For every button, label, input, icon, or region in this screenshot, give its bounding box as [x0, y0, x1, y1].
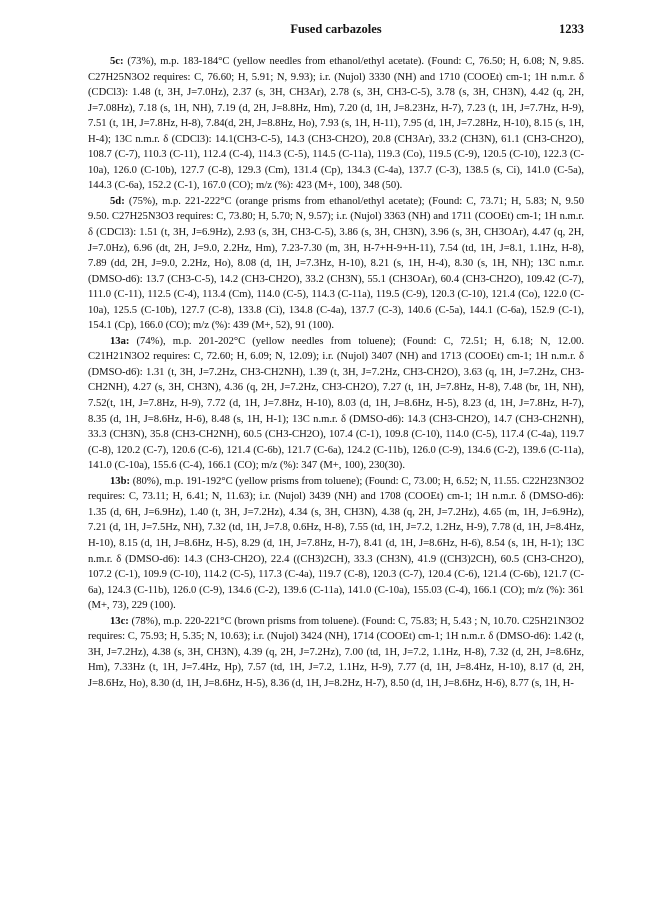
compound-id: 13a: — [110, 335, 130, 347]
entry-text: (75%), m.p. 221-222°C (orange prisms from ethanol/ethyl acetate); (Found: C, 73.71; H, 5.83; N, 9.50 9.50. C27H25N3O3 requires: C, 73.80; H, 5.70; N, 9.57); i.r. (Nujol) 3363 (NH) and 1711 (COOEt) cm-1; 1H n.m.r. δ (CDCl3): 1.51 (t, 3H, J=6.9Hz), 2.93 (s, 3H, CH3-C-5), 3.86 (s, 3H, CH3N), 3.96 (s, 3H, CH3OAr), 4.47 (q, 2H, J=7.0Hz), 6.96 (dt, 2H, J=9.0, 2.2Hz, Hm), 7.23-7.30 (m, 3H, H-7+H-9+H-11), 7.54 (td, 1H, J=8.1, 1.1Hz, H-8), 7.89 (dd, 2H, J=9.0, 2.2Hz, Ho), 8.08 (d, 1H, J=7.3Hz, H-10), 8.21 (s, 1H, H-4), 8.30 (s, 1H, NH); 13C n.m.r. (DMSO-d6): 13.7 (CH3-C-5), 14.2 (CH3-CH2O), 33.2 (CH3N), 55.1 (CH3OAr), 60.4 (CH3-CH2O), 109.42 (C-7), 111.0 (C-11), 112.5 (C-4), 113.4 (Cm), 114.0 (C-5), 114.3 (C-11a), 119.5 (C-9), 120.3 (C-10), 121.4 (Co), 122.0 (C-10a), 125.5 (C-10b), 127.7 (C-8), 133.8 (Ci), 134.8 (C-4a), 137.7 (C-3), 140.6 (C-5a), 144.1 (C-6a), 152.9 (C-1), 154.1 (Cp), 166.0 (CO); m/z (%): 439 (M+, 52), 91 (100). — [88, 195, 584, 332]
compound-id: 5d: — [110, 195, 125, 207]
entry-5d — [88, 194, 584, 334]
entry-text: (80%), m.p. 191-192°C (yellow prisms from toluene); (Found: C, 73.00; H, 6.52; N, 11.55. C22H23N3O2 requires: C, 73.11; H, 6.41; N, 11.63); i.r. (Nujol) 3439 (NH) and 1708 (COOEt) cm-1; 1H n.m.r. δ (DMSO-d6): 1.35 (d, 6H, J=6.9Hz), 1.40 (t, 3H, J=7.2Hz), 4.34 (s, 3H, CH3N), 4.38 (q, 2H, J=7.2Hz), 4.65 (m, 1H, J=6.9Hz), 7.21 (d, 1H, J=7.5Hz, NH), 7.32 (td, 1H, J=7.8, 0.6Hz, H-8), 7.55 (td, 1H, J=7.2, 1.2Hz, H-9), 7.78 (d, 1H, J=8.4Hz, H-10), 8.15 (d, 1H, J=8.6Hz, H-5), 8.29 (d, 1H, J=7.8Hz, H-7), 8.41 (d, 1H, J=8.6Hz, H-6), 8.54 (s, 1H, H-1); 13C n.m.r. δ (DMSO-d6): 14.3 (CH3-CH2O), 22.4 ((CH3)2CH), 33.3 (CH3N), 41.9 ((CH3)2CH), 60.5 (CH3-CH2O), 107.2 (C-1), 109.9 (C-10), 114.2 (C-5), 117.3 (C-4a), 119.7 (C-8), 120.3 (C-7), 120.4 (C-6), 121.4 (C-6b), 121.7 (C-6a), 124.3 (C-11b), 126.0 (C-9), 134.6 (C-2), 139.6 (C-11a), 141.0 (C-10a), 155.03 (C-4), 166.1 (CO); m/z (%): 361 (M+, 73), 229 (100). — [88, 475, 584, 612]
running-header — [88, 22, 584, 38]
page-number: 1233 — [559, 22, 584, 36]
running-title: Fused carbazoles — [290, 22, 382, 36]
entry-13b — [88, 474, 584, 614]
experimental-text — [88, 54, 584, 691]
entry-5c — [88, 54, 584, 194]
entry-text: (78%), m.p. 220-221°C (brown prisms from toluene). (Found: C, 75.83; H, 5.43 ; N, 10.70. C25H21N3O2 requires: C, 75.93; H, 5.35; N, 10.63); i.r. (Nujol) 3424 (NH), 1714 (COOEt) cm-1; 1H n.m.r. δ (DMSO-d6): 1.42 (t, 3H, J=7.2Hz), 4.38 (s, 3H, CH3N), 4.39 (q, 2H, J=7.2Hz), 7.00 (td, 1H, J=7.2, 1.1Hz, H-8), 7.32 (d, 2H, J=8.6Hz, Hm), 7.33Hz (t, 1H, J=7.4Hz, Hp), 7.57 (td, 1H, J=7.2, 1.1Hz, H-9), 7.77 (d, 1H, J=8.4Hz, H-10), 8.17 (d, 2H, J=8.6Hz, Ho), 8.30 (d, 1H, J=8.6Hz, H-5), 8.36 (d, 1H, J=8.2Hz, H-7), 8.50 (d, 1H, J=8.6Hz, H-6), 8.77 (s, 1H, H- — [88, 615, 584, 689]
compound-id: 13b: — [110, 475, 131, 487]
entry-13a — [88, 334, 584, 474]
entry-13c — [88, 614, 584, 692]
compound-id: 13c: — [110, 615, 129, 627]
compound-id: 5c: — [110, 56, 124, 67]
entry-text: (74%), m.p. 201-202°C (yellow needles from toluene); (Found: C, 72.51; H, 6.18; N, 12.00. C21H21N3O2 requires: C, 72.60; H, 6.09; N, 12.09); i.r. (Nujol) 3407 (NH) and 1713 (COOEt) cm-1; 1H n.m.r. δ (DMSO-d6): 1.31 (t, 3H, J=7.2Hz, CH3-CH2NH), 1.39 (t, 3H, J=7.2Hz, CH3-CH2O), 3.63 (q, 1H, J=7.2Hz, CH3-CH2NH), 4.27 (s, 3H, CH3N), 4.36 (q, 2H, J=7.2Hz, CH3-CH2O), 7.27 (t, 1H, J=7.8Hz, H-8), 7.48 (br, 1H, NH), 7.52(t, 1H, J=7.8Hz, H-9), 7.72 (d, 1H, J=7.8Hz, H-10), 8.03 (d, 1H, J=8.6Hz, H-5), 8.23 (d, 1H, J=7.8Hz, H-7), 8.35 (d, 1H, J=8.6Hz, H-6), 8.48 (s, 1H, H-1); 13C n.m.r. δ (DMSO-d6): 14.3 (CH3-CH2O), 14.7 (CH3-CH2NH), 33.3 (CH3N), 35.8 (CH3-CH2NH), 60.5 (CH3-CH2O), 107.4 (C-1), 109.8 (C-10), 114.0 (C-5), 117.4 (C-4a), 119.7 (C-8), 120.2 (C-7), 120.6 (C-6), 121.4 (C-6b), 121.7 (C-6a), 124.2 (C-11b), 126.0 (C-9), 134.6 (C-2), 139.6 (C-11a), 141.0 (C-10a), 155.6 (C-4), 166.1 (CO); m/z (%): 347 (M+, 100), 230(30). — [88, 335, 584, 472]
entry-text: (73%), m.p. 183-184°C (yellow needles from ethanol/ethyl acetate). (Found: C, 76.50; H, 6.08; N, 9.85. C27H25N3O2 requires: C, 76.60; H, 5.91; N, 9.93); i.r. (Nujol) 3330 (NH) and 1710 (COOEt) cm-1; 1H n.m.r. δ (CDCl3): 1.48 (t, 3H, J=7.0Hz), 2.37 (s, 3H, CH3Ar), 2.78 (s, 3H, CH3-C-5), 3.78 (s, 3H, CH3N), 4.42 (q, 2H, J=7.08Hz), 7.18 (s, 1H, NH), 7.19 (d, 2H, J=8.8Hz, Hm), 7.20 (d, 1H, J=8.23Hz, H-7), 7.23 (t, 1H, J=7.7Hz, H-9), 7.51 (t, 1H, J=7.8Hz, H-8), 7.84(d, 2H, J=8.8Hz, Ho), 7.93 (s, 1H, H-11), 7.95 (d, 1H, J=7.28Hz, H-10), 8.15 (s, 1H, H-4); 13C n.m.r. δ (CDCl3): 14.1(CH3-C-5), 14.3 (CH3-CH2O), 20.8 (CH3Ar), 33.2 (CH3N), 61.1 (CH3-CH2O), 108.7 (C-7), 110.3 (C-11), 112.4 (C-4), 114.3 (C-5), 114.5 (C-11a), 119.3 (Co), 119.5 (C-9), 120.5 (C-10), 122.3 (C-10a), 126.0 (C-10b), 127.7 (C-8), 129.3 (Cm), 131.4 (Cp), 134.3 (C-4a), 137.7 (C-3), 138.5 (s, Ci), 141.0 (C-5a), 144.3 (C-6a), 152.2 (C-1), 167.0 (CO); m/z (%): 423 (M+, 100), 348 (50). — [88, 56, 584, 192]
